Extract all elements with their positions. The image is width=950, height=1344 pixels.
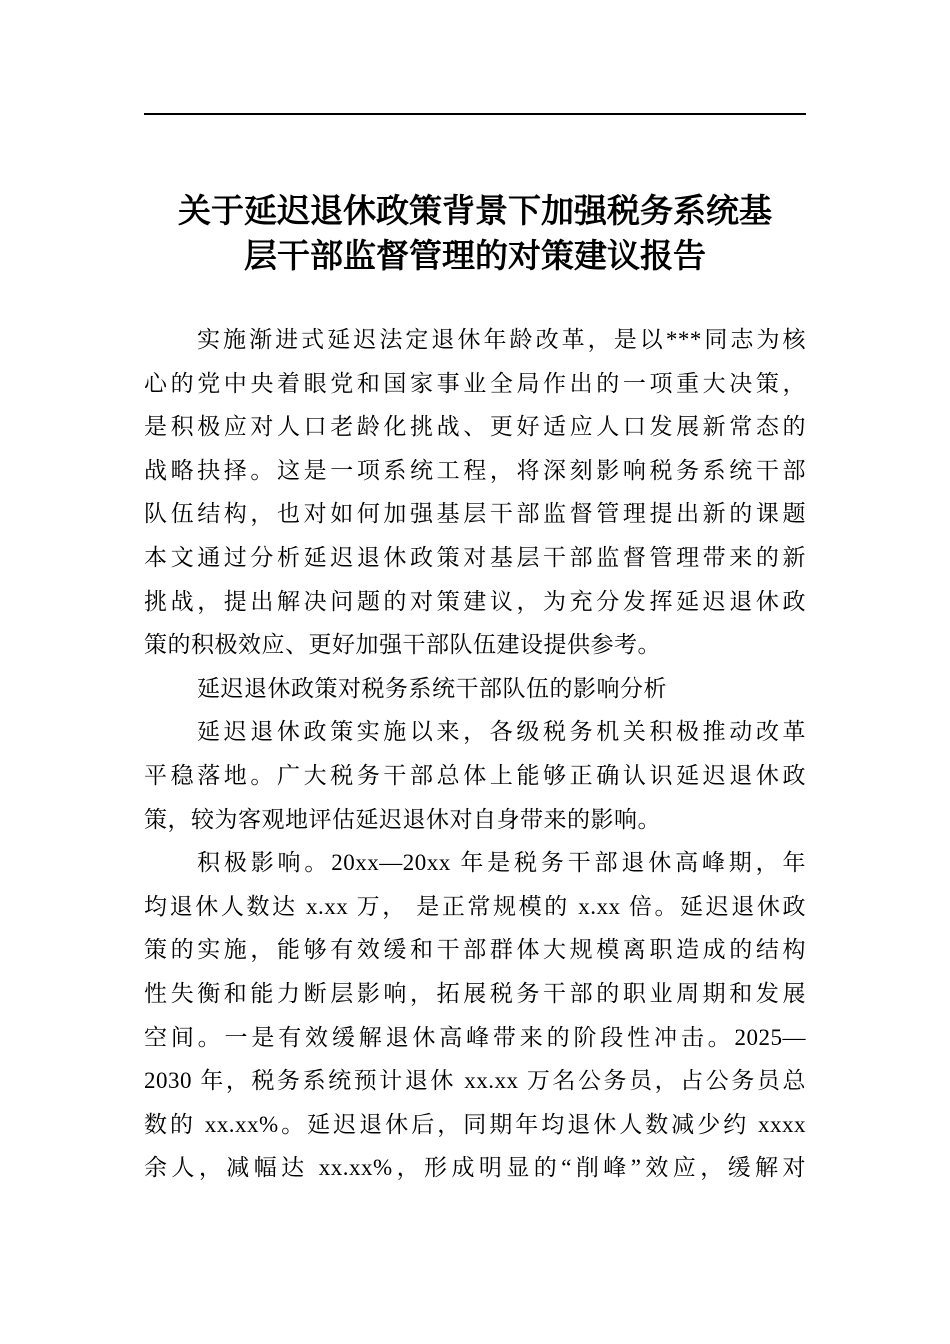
body-line: 心的党中央着眼党和国家事业全局作出的一项重大决策，	[144, 370, 806, 396]
body-line: 实施渐进式延迟法定退休年龄改革，是以***同志为核	[197, 327, 806, 352]
title-line-2: 层干部监督管理的对策建议报告	[244, 236, 706, 275]
header-rule	[144, 113, 806, 115]
body-line: 性失衡和能力断层影响，拓展税务干部的职业周期和发展	[144, 980, 806, 1006]
body-line: 是积极应对人口老龄化挑战、更好适应人口发展新常态的	[144, 414, 806, 440]
body-line: 空间。一是有效缓解退休高峰带来的阶段性冲击。2025—	[144, 1024, 806, 1050]
document-body	[144, 318, 806, 1190]
body-line: 策的实施，能够有效缓和干部群体大规模离职造成的结构	[144, 937, 806, 963]
title-line-1: 关于延迟退休政策背景下加强税务系统基	[178, 191, 772, 230]
body-line: 策的积极效应、更好加强干部队伍建设提供参考。	[144, 632, 661, 658]
body-line: 积极影响。20xx—20xx 年是税务干部退休高峰期，年	[197, 850, 806, 876]
body-line: 数的 xx.xx%。延迟退休后，同期年均退休人数减少约 xxxx	[144, 1111, 806, 1137]
body-line: 平稳落地。广大税务干部总体上能够正确认识延迟退休政	[144, 762, 806, 788]
document-title	[144, 188, 806, 278]
body-line: 延迟退休政策实施以来，各级税务机关积极推动改革	[197, 719, 806, 745]
body-line: 均退休人数达 x.xx 万， 是正常规模的 x.xx 倍。延迟退休政	[144, 893, 806, 919]
body-line: 本文通过分析延迟退休政策对基层干部监督管理带来的新	[144, 544, 806, 570]
body-line: 队伍结构，也对如何加强基层干部监督管理提出新的课题	[144, 501, 806, 527]
body-line: 余人，减幅达 xx.xx%，形成明显的“削峰”效应，缓解对	[144, 1155, 806, 1181]
body-line: 策，较为客观地评估延迟退休对自身带来的影响。	[144, 806, 661, 832]
section-heading: 延迟退休政策对税务系统干部队伍的影响分析	[197, 675, 667, 701]
body-line: 2030 年，税务系统预计退休 xx.xx 万名公务员，占公务员总	[144, 1068, 806, 1094]
body-line: 挑战，提出解决问题的对策建议，为充分发挥延迟退休政	[144, 588, 806, 614]
body-line: 战略抉择。这是一项系统工程，将深刻影响税务系统干部	[144, 457, 806, 483]
